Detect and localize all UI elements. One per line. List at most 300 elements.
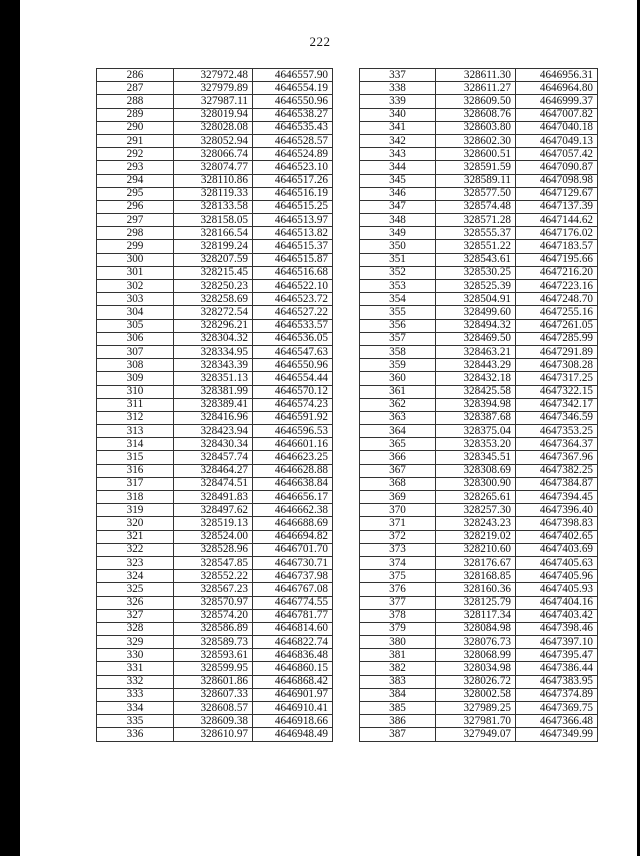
point-number-cell: 333 (97, 688, 174, 701)
table-row (97, 385, 333, 398)
point-number-cell: 356 (360, 319, 436, 332)
point-number-cell: 316 (97, 464, 174, 477)
x-coordinate-cell: 328345.51 (436, 451, 516, 464)
point-number-cell: 373 (360, 543, 436, 556)
y-coordinate-cell: 4646550.96 (253, 359, 333, 372)
point-number-cell: 355 (360, 306, 436, 319)
table-row (360, 385, 598, 398)
table-row (360, 715, 598, 728)
table-row (97, 622, 333, 635)
point-number-cell: 340 (360, 108, 436, 121)
table-row (360, 69, 598, 82)
x-coordinate-cell: 328387.68 (436, 411, 516, 424)
y-coordinate-cell: 4646601.16 (253, 438, 333, 451)
table-row (97, 332, 333, 345)
point-number-cell: 292 (97, 148, 174, 161)
y-coordinate-cell: 4647040.18 (516, 121, 598, 134)
point-number-cell: 323 (97, 556, 174, 569)
point-number-cell: 328 (97, 622, 174, 635)
y-coordinate-cell: 4647255.16 (516, 306, 598, 319)
point-number-cell: 362 (360, 398, 436, 411)
point-number-cell: 387 (360, 728, 436, 741)
point-number-cell: 344 (360, 161, 436, 174)
table-row (97, 715, 333, 728)
y-coordinate-cell: 4647405.63 (516, 556, 598, 569)
point-number-cell: 326 (97, 596, 174, 609)
y-coordinate-cell: 4647261.05 (516, 319, 598, 332)
point-number-cell: 304 (97, 306, 174, 319)
y-coordinate-cell: 4647397.10 (516, 636, 598, 649)
x-coordinate-cell: 327987.11 (174, 95, 253, 108)
table-row (97, 530, 333, 543)
y-coordinate-cell: 4646948.49 (253, 728, 333, 741)
y-coordinate-cell: 4647195.66 (516, 253, 598, 266)
x-coordinate-cell: 328375.04 (436, 425, 516, 438)
table-row (360, 293, 598, 306)
x-coordinate-cell: 328423.94 (174, 425, 253, 438)
point-number-cell: 381 (360, 649, 436, 662)
y-coordinate-cell: 4646516.68 (253, 266, 333, 279)
x-coordinate-cell: 328443.29 (436, 359, 516, 372)
point-number-cell: 305 (97, 319, 174, 332)
point-number-cell: 336 (97, 728, 174, 741)
table-row (97, 425, 333, 438)
y-coordinate-cell: 4647317.25 (516, 372, 598, 385)
coordinates-table-left (96, 68, 333, 742)
table-row (97, 69, 333, 82)
table-row (360, 200, 598, 213)
y-coordinate-cell: 4647364.37 (516, 438, 598, 451)
x-coordinate-cell: 328474.51 (174, 477, 253, 490)
point-number-cell: 364 (360, 425, 436, 438)
y-coordinate-cell: 4647342.17 (516, 398, 598, 411)
point-number-cell: 378 (360, 609, 436, 622)
x-coordinate-cell: 328607.33 (174, 688, 253, 701)
x-coordinate-cell: 328608.57 (174, 702, 253, 715)
y-coordinate-cell: 4647366.48 (516, 715, 598, 728)
y-coordinate-cell: 4647403.69 (516, 543, 598, 556)
point-number-cell: 346 (360, 187, 436, 200)
y-coordinate-cell: 4647285.99 (516, 332, 598, 345)
x-coordinate-cell: 328019.94 (174, 108, 253, 121)
point-number-cell: 370 (360, 504, 436, 517)
y-coordinate-cell: 4646516.19 (253, 187, 333, 200)
table-row (360, 464, 598, 477)
table-row (97, 266, 333, 279)
y-coordinate-cell: 4646528.57 (253, 134, 333, 147)
table-row (97, 214, 333, 227)
y-coordinate-cell: 4647291.89 (516, 345, 598, 358)
y-coordinate-cell: 4647394.45 (516, 491, 598, 504)
table-row (360, 372, 598, 385)
table-row (360, 108, 598, 121)
x-coordinate-cell: 328599.95 (174, 662, 253, 675)
table-row (97, 148, 333, 161)
y-coordinate-cell: 4646513.97 (253, 214, 333, 227)
y-coordinate-cell: 4646814.60 (253, 622, 333, 635)
point-number-cell: 311 (97, 398, 174, 411)
table-row (360, 148, 598, 161)
y-coordinate-cell: 4646638.84 (253, 477, 333, 490)
y-coordinate-cell: 4647386.44 (516, 662, 598, 675)
y-coordinate-cell: 4646781.77 (253, 609, 333, 622)
point-number-cell: 300 (97, 253, 174, 266)
x-coordinate-cell: 328300.90 (436, 477, 516, 490)
x-coordinate-cell: 328215.45 (174, 266, 253, 279)
table-row (360, 319, 598, 332)
y-coordinate-cell: 4646868.42 (253, 675, 333, 688)
table-row (360, 240, 598, 253)
y-coordinate-cell: 4646737.98 (253, 570, 333, 583)
x-coordinate-cell: 328028.08 (174, 121, 253, 134)
point-number-cell: 296 (97, 200, 174, 213)
point-number-cell: 383 (360, 675, 436, 688)
point-number-cell: 367 (360, 464, 436, 477)
x-coordinate-cell: 328525.39 (436, 280, 516, 293)
y-coordinate-cell: 4646910.41 (253, 702, 333, 715)
table-row (97, 108, 333, 121)
table-row (360, 134, 598, 147)
y-coordinate-cell: 4646533.57 (253, 319, 333, 332)
y-coordinate-cell: 4647057.42 (516, 148, 598, 161)
y-coordinate-cell: 4646535.43 (253, 121, 333, 134)
point-number-cell: 357 (360, 332, 436, 345)
point-number-cell: 318 (97, 491, 174, 504)
table-row (97, 372, 333, 385)
table-row (97, 596, 333, 609)
x-coordinate-cell: 328610.97 (174, 728, 253, 741)
table-row (360, 609, 598, 622)
x-coordinate-cell: 328609.50 (436, 95, 516, 108)
x-coordinate-cell: 328457.74 (174, 451, 253, 464)
x-coordinate-cell: 327979.89 (174, 82, 253, 95)
table-row (360, 438, 598, 451)
point-number-cell: 332 (97, 675, 174, 688)
y-coordinate-cell: 4647322.15 (516, 385, 598, 398)
x-coordinate-cell: 327949.07 (436, 728, 516, 741)
table-row (360, 662, 598, 675)
x-coordinate-cell: 328611.27 (436, 82, 516, 95)
x-coordinate-cell: 328608.76 (436, 108, 516, 121)
y-coordinate-cell: 4646515.25 (253, 200, 333, 213)
table-row (360, 214, 598, 227)
y-coordinate-cell: 4646538.27 (253, 108, 333, 121)
table-row (97, 543, 333, 556)
table-row (360, 675, 598, 688)
point-number-cell: 288 (97, 95, 174, 108)
table-row (360, 187, 598, 200)
x-coordinate-cell: 328543.61 (436, 253, 516, 266)
point-number-cell: 331 (97, 662, 174, 675)
x-coordinate-cell: 328166.54 (174, 227, 253, 240)
x-coordinate-cell: 328555.37 (436, 227, 516, 240)
x-coordinate-cell: 328084.98 (436, 622, 516, 635)
table-row (97, 411, 333, 424)
y-coordinate-cell: 4646547.63 (253, 345, 333, 358)
x-coordinate-cell: 328552.22 (174, 570, 253, 583)
y-coordinate-cell: 4646515.37 (253, 240, 333, 253)
table-row (97, 477, 333, 490)
point-number-cell: 354 (360, 293, 436, 306)
table-row (97, 609, 333, 622)
x-coordinate-cell: 328066.74 (174, 148, 253, 161)
x-coordinate-cell: 328168.85 (436, 570, 516, 583)
table-row (97, 570, 333, 583)
x-coordinate-cell: 328602.30 (436, 134, 516, 147)
table-row (97, 359, 333, 372)
table-row (360, 556, 598, 569)
table-row (97, 227, 333, 240)
table-row (97, 293, 333, 306)
point-number-cell: 309 (97, 372, 174, 385)
point-number-cell: 359 (360, 359, 436, 372)
point-number-cell: 325 (97, 583, 174, 596)
x-coordinate-cell: 328491.83 (174, 491, 253, 504)
point-number-cell: 353 (360, 280, 436, 293)
table-row (97, 504, 333, 517)
table-row (97, 728, 333, 741)
table-row (360, 596, 598, 609)
table-row (360, 359, 598, 372)
y-coordinate-cell: 4647223.16 (516, 280, 598, 293)
table-row (97, 82, 333, 95)
y-coordinate-cell: 4646964.80 (516, 82, 598, 95)
y-coordinate-cell: 4647404.16 (516, 596, 598, 609)
point-number-cell: 385 (360, 702, 436, 715)
y-coordinate-cell: 4647369.75 (516, 702, 598, 715)
x-coordinate-cell: 328160.36 (436, 583, 516, 596)
x-coordinate-cell: 328034.98 (436, 662, 516, 675)
y-coordinate-cell: 4647398.83 (516, 517, 598, 530)
y-coordinate-cell: 4647396.40 (516, 504, 598, 517)
y-coordinate-cell: 4646570.12 (253, 385, 333, 398)
y-coordinate-cell: 4646557.90 (253, 69, 333, 82)
x-coordinate-cell: 328609.38 (174, 715, 253, 728)
x-coordinate-cell: 328603.80 (436, 121, 516, 134)
table-row (360, 161, 598, 174)
table-row (360, 636, 598, 649)
x-coordinate-cell: 327972.48 (174, 69, 253, 82)
y-coordinate-cell: 4646956.31 (516, 69, 598, 82)
y-coordinate-cell: 4647349.99 (516, 728, 598, 741)
x-coordinate-cell: 328499.60 (436, 306, 516, 319)
y-coordinate-cell: 4647098.98 (516, 174, 598, 187)
point-number-cell: 317 (97, 477, 174, 490)
table-row (97, 583, 333, 596)
x-coordinate-cell: 328530.25 (436, 266, 516, 279)
point-number-cell: 310 (97, 385, 174, 398)
y-coordinate-cell: 4647216.20 (516, 266, 598, 279)
table-row (97, 702, 333, 715)
y-coordinate-cell: 4647395.47 (516, 649, 598, 662)
x-coordinate-cell: 328119.33 (174, 187, 253, 200)
table-row (360, 95, 598, 108)
x-coordinate-cell: 328574.48 (436, 200, 516, 213)
x-coordinate-cell: 328425.58 (436, 385, 516, 398)
y-coordinate-cell: 4646628.88 (253, 464, 333, 477)
point-number-cell: 376 (360, 583, 436, 596)
x-coordinate-cell: 328026.72 (436, 675, 516, 688)
point-number-cell: 303 (97, 293, 174, 306)
point-number-cell: 380 (360, 636, 436, 649)
table-row (360, 583, 598, 596)
table-row (360, 82, 598, 95)
x-coordinate-cell: 328586.89 (174, 622, 253, 635)
point-number-cell: 335 (97, 715, 174, 728)
x-coordinate-cell: 328219.02 (436, 530, 516, 543)
y-coordinate-cell: 4646591.92 (253, 411, 333, 424)
table-row (360, 425, 598, 438)
page-number: 222 (309, 34, 331, 49)
table-row (97, 200, 333, 213)
table-row (360, 688, 598, 701)
point-number-cell: 286 (97, 69, 174, 82)
table-row (97, 491, 333, 504)
point-number-cell: 315 (97, 451, 174, 464)
point-number-cell: 299 (97, 240, 174, 253)
x-coordinate-cell: 328076.73 (436, 636, 516, 649)
y-coordinate-cell: 4647049.13 (516, 134, 598, 147)
point-number-cell: 368 (360, 477, 436, 490)
point-number-cell: 338 (360, 82, 436, 95)
table-row (360, 398, 598, 411)
point-number-cell: 352 (360, 266, 436, 279)
coordinates-table-right (359, 68, 598, 742)
y-coordinate-cell: 4647129.67 (516, 187, 598, 200)
table-row (360, 306, 598, 319)
x-coordinate-cell: 328591.59 (436, 161, 516, 174)
x-coordinate-cell: 328052.94 (174, 134, 253, 147)
x-coordinate-cell: 328250.23 (174, 280, 253, 293)
point-number-cell: 374 (360, 556, 436, 569)
x-coordinate-cell: 328571.28 (436, 214, 516, 227)
y-coordinate-cell: 4646918.66 (253, 715, 333, 728)
x-coordinate-cell: 328394.98 (436, 398, 516, 411)
y-coordinate-cell: 4647405.96 (516, 570, 598, 583)
x-coordinate-cell: 328334.95 (174, 345, 253, 358)
y-coordinate-cell: 4646822.74 (253, 636, 333, 649)
y-coordinate-cell: 4646767.08 (253, 583, 333, 596)
point-number-cell: 365 (360, 438, 436, 451)
x-coordinate-cell: 328133.58 (174, 200, 253, 213)
y-coordinate-cell: 4647384.87 (516, 477, 598, 490)
x-coordinate-cell: 328519.13 (174, 517, 253, 530)
y-coordinate-cell: 4646517.26 (253, 174, 333, 187)
y-coordinate-cell: 4646688.69 (253, 517, 333, 530)
point-number-cell: 351 (360, 253, 436, 266)
y-coordinate-cell: 4647374.89 (516, 688, 598, 701)
y-coordinate-cell: 4646515.87 (253, 253, 333, 266)
point-number-cell: 294 (97, 174, 174, 187)
table-row (97, 319, 333, 332)
table-row (97, 556, 333, 569)
x-coordinate-cell: 328469.50 (436, 332, 516, 345)
point-number-cell: 301 (97, 266, 174, 279)
y-coordinate-cell: 4646774.55 (253, 596, 333, 609)
x-coordinate-cell: 328158.05 (174, 214, 253, 227)
table-row (97, 253, 333, 266)
table-row (97, 306, 333, 319)
y-coordinate-cell: 4647367.96 (516, 451, 598, 464)
point-number-cell: 358 (360, 345, 436, 358)
x-coordinate-cell: 328589.11 (436, 174, 516, 187)
table-row (360, 332, 598, 345)
y-coordinate-cell: 4647144.62 (516, 214, 598, 227)
x-coordinate-cell: 328524.00 (174, 530, 253, 543)
x-coordinate-cell: 328272.54 (174, 306, 253, 319)
y-coordinate-cell: 4647176.02 (516, 227, 598, 240)
table-row (360, 702, 598, 715)
y-coordinate-cell: 4646860.15 (253, 662, 333, 675)
x-coordinate-cell: 328210.60 (436, 543, 516, 556)
x-coordinate-cell: 328125.79 (436, 596, 516, 609)
x-coordinate-cell: 328430.34 (174, 438, 253, 451)
point-number-cell: 327 (97, 609, 174, 622)
point-number-cell: 322 (97, 543, 174, 556)
table-row (97, 438, 333, 451)
x-coordinate-cell: 328504.91 (436, 293, 516, 306)
y-coordinate-cell: 4646701.70 (253, 543, 333, 556)
y-coordinate-cell: 4647353.25 (516, 425, 598, 438)
x-coordinate-cell: 328494.32 (436, 319, 516, 332)
point-number-cell: 312 (97, 411, 174, 424)
y-coordinate-cell: 4646523.72 (253, 293, 333, 306)
table-row (360, 451, 598, 464)
x-coordinate-cell: 328611.30 (436, 69, 516, 82)
y-coordinate-cell: 4647137.39 (516, 200, 598, 213)
y-coordinate-cell: 4646523.10 (253, 161, 333, 174)
y-coordinate-cell: 4646524.89 (253, 148, 333, 161)
table-row (97, 134, 333, 147)
point-number-cell: 330 (97, 649, 174, 662)
table-row (360, 121, 598, 134)
point-number-cell: 298 (97, 227, 174, 240)
x-coordinate-cell: 328389.41 (174, 398, 253, 411)
x-coordinate-cell: 328589.73 (174, 636, 253, 649)
y-coordinate-cell: 4646513.82 (253, 227, 333, 240)
point-number-cell: 348 (360, 214, 436, 227)
table-row (97, 451, 333, 464)
point-number-cell: 319 (97, 504, 174, 517)
point-number-cell: 341 (360, 121, 436, 134)
table-row (97, 280, 333, 293)
x-coordinate-cell: 328176.67 (436, 556, 516, 569)
table-row (360, 570, 598, 583)
x-coordinate-cell: 327989.25 (436, 702, 516, 715)
x-coordinate-cell: 328577.50 (436, 187, 516, 200)
y-coordinate-cell: 4646554.44 (253, 372, 333, 385)
y-coordinate-cell: 4646536.05 (253, 332, 333, 345)
x-coordinate-cell: 328463.21 (436, 345, 516, 358)
x-coordinate-cell: 328074.77 (174, 161, 253, 174)
point-number-cell: 371 (360, 517, 436, 530)
point-number-cell: 337 (360, 69, 436, 82)
y-coordinate-cell: 4646656.17 (253, 491, 333, 504)
table-row (360, 174, 598, 187)
x-coordinate-cell: 328547.85 (174, 556, 253, 569)
table-row (360, 266, 598, 279)
table-row (360, 253, 598, 266)
x-coordinate-cell: 328551.22 (436, 240, 516, 253)
y-coordinate-cell: 4646522.10 (253, 280, 333, 293)
point-number-cell: 293 (97, 161, 174, 174)
x-coordinate-cell: 328381.99 (174, 385, 253, 398)
table-row (360, 517, 598, 530)
point-number-cell: 307 (97, 345, 174, 358)
point-number-cell: 347 (360, 200, 436, 213)
x-coordinate-cell: 328308.69 (436, 464, 516, 477)
table-row (97, 688, 333, 701)
